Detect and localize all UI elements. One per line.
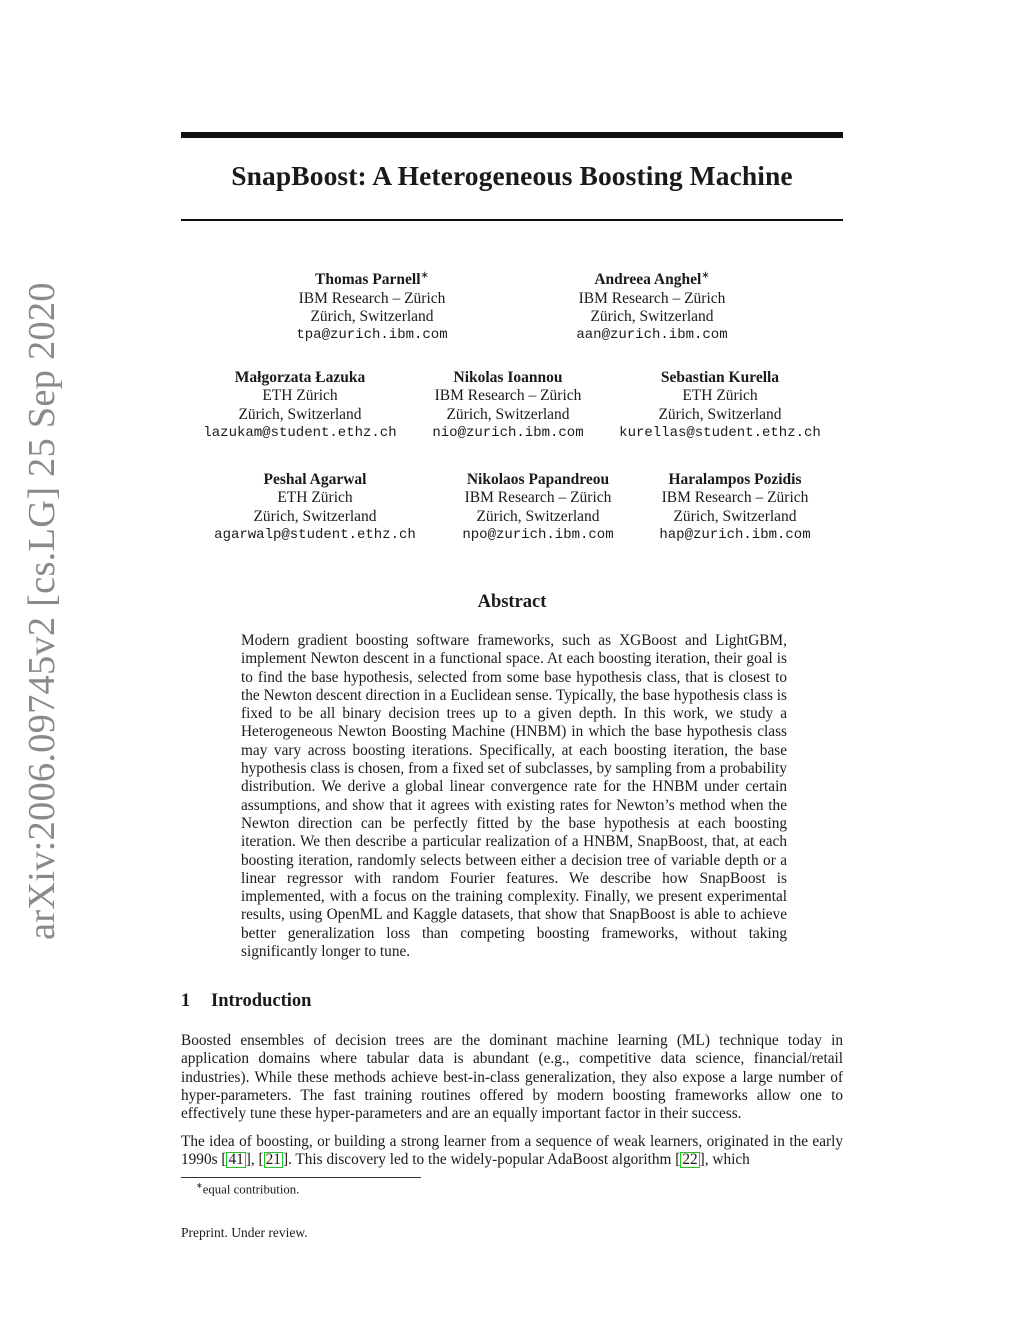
author-name: Peshal Agarwal [263, 471, 367, 488]
author-affiliation: IBM Research – Zürich [464, 489, 612, 507]
author-location: Zürich, Switzerland [673, 507, 797, 525]
author-email[interactable]: lazukam@student.ethz.ch [203, 425, 397, 442]
author-affiliation: IBM Research – Zürich [661, 489, 809, 507]
author-name: Nikolaos Papandreou [466, 471, 610, 488]
title-bottom-rule [181, 219, 843, 221]
author-affiliation: ETH Zürich [682, 387, 758, 405]
citation-link[interactable]: 41 [228, 1151, 244, 1169]
citation-link[interactable]: 21 [265, 1151, 281, 1169]
author-block [190, 369, 410, 443]
paragraph-text: , [250, 1151, 259, 1169]
author-name: Małgorzata Łazuka [234, 369, 366, 386]
intro-paragraph-2: The idea of boosting, or building a strong learner from a sequence of weak learners, originated in the early 1990s [ 41 ], [ 21 ]. This discovery led to the widely-popular AdaBoost algorithm [ 22 ], which [181, 1133, 843, 1169]
section-title: Introduction [211, 991, 312, 1011]
intro-paragraph-1: Boosted ensembles of decision trees are the dominant machine learning (ML) technique today in application domains where tabular data is abundant (e.g., competitive data science, financial/retail industries). While these methods achieve best-in-class generalization, they also expose a large number of hyper-parameters. The fast training routines offered by modern boosting frameworks allow one to effectively tune these hyper-parameters and are an equally important factor in their success. [181, 1032, 843, 1123]
author-block [272, 267, 472, 345]
author-email[interactable]: hap@zurich.ibm.com [659, 527, 811, 544]
author-location: Zürich, Switzerland [476, 507, 600, 525]
arxiv-stamp: arXiv:2006.09745v2 [cs.LG] 25 Sep 2020 [21, 282, 63, 940]
author-email[interactable]: npo@zurich.ibm.com [462, 527, 614, 544]
author-location: Zürich, Switzerland [253, 507, 377, 525]
author-affiliation: ETH Zürich [277, 489, 353, 507]
author-affiliation: IBM Research – Zürich [434, 387, 582, 405]
footnote-rule [181, 1177, 421, 1178]
author-email[interactable]: nio@zurich.ibm.com [432, 425, 584, 442]
author-location: Zürich, Switzerland [310, 307, 434, 325]
paragraph-text: . This discovery led to the widely-popular AdaBoost algorithm [288, 1151, 676, 1169]
author-block [552, 267, 752, 345]
author-name: Thomas Parnell [315, 271, 421, 289]
footnote-mark: ∗ [196, 1181, 203, 1190]
author-block [418, 369, 598, 443]
author-block [200, 471, 430, 545]
paper-title: SnapBoost: A Heterogeneous Boosting Machine [231, 160, 793, 191]
author-email[interactable]: kurellas@student.ethz.ch [619, 425, 821, 442]
author-name: Haralampos Pozidis [668, 471, 802, 488]
paragraph-text: , which [704, 1151, 750, 1169]
author-location: Zürich, Switzerland [658, 405, 782, 423]
author-name: Andreea Anghel [594, 271, 702, 289]
abstract-heading: Abstract [477, 592, 547, 612]
section-number: 1 [181, 991, 191, 1011]
author-location: Zürich, Switzerland [590, 307, 714, 325]
paragraph-text: The idea of boosting, or building a strong learner from a sequence of weak learners, originated in the early 1990s [181, 1133, 843, 1169]
author-block [448, 471, 628, 545]
equal-contribution-mark: ∗ [420, 270, 429, 281]
author-affiliation: IBM Research – Zürich [578, 289, 726, 307]
author-email[interactable]: tpa@zurich.ibm.com [296, 327, 448, 344]
footnote [196, 1181, 299, 1197]
abstract-text: Modern gradient boosting software frameworks, such as XGBoost and LightGBM, implement Newton descent in a functional space. At each boosting iteration, their goal is to find the base hypothesis, selected from some base hypothesis class, that is closest to the Newton descent direction in a Euclidean sense. Typically, the base hypothesis class is fixed to be all binary decision trees up to a given depth. In this work, we study a Heterogeneous Newton Boosting Machine (HNBM) in which the base hypothesis class may vary across boosting iterations. Specifically, at each boosting iteration, the base hypothesis class is chosen, from a fixed set of subclasses, by sampling from a probability distribution. We derive a global linear convergence rate for the HNBM under certain assumptions, and show that it agrees with existing rates for Newton’s method when the Newton direction can be perfectly fitted by the base hypothesis at each boosting iteration. We then describe a particular realization of a HNBM, SnapBoost, that, at each boosting iteration, randomly selects between either a decision tree of variable depth or a linear regressor with random Fourier features. We describe how SnapBoost is implemented, with a focus on the training complexity. Finally, we present experimental results, using OpenML and Kaggle datasets, that show that SnapBoost is able to achieve better generalization loss than competing boosting frameworks, without taking significantly longer to tune. [241, 632, 787, 961]
author-email[interactable]: aan@zurich.ibm.com [576, 327, 728, 344]
author-block [645, 471, 825, 545]
title-top-rule [181, 132, 843, 138]
section-heading [181, 991, 311, 1012]
equal-contribution-mark: ∗ [701, 270, 710, 281]
author-affiliation: IBM Research – Zürich [298, 289, 446, 307]
author-name: Sebastian Kurella [660, 369, 780, 386]
author-block [605, 369, 835, 443]
author-affiliation: ETH Zürich [262, 387, 338, 405]
author-location: Zürich, Switzerland [446, 405, 570, 423]
author-name: Nikolas Ioannou [453, 369, 563, 386]
author-location: Zürich, Switzerland [238, 405, 362, 423]
citation-link[interactable]: 22 [682, 1151, 698, 1169]
author-email[interactable]: agarwalp@student.ethz.ch [214, 527, 416, 544]
footnote-text: equal contribution. [202, 1182, 300, 1197]
preprint-notice: Preprint. Under review. [181, 1225, 308, 1240]
